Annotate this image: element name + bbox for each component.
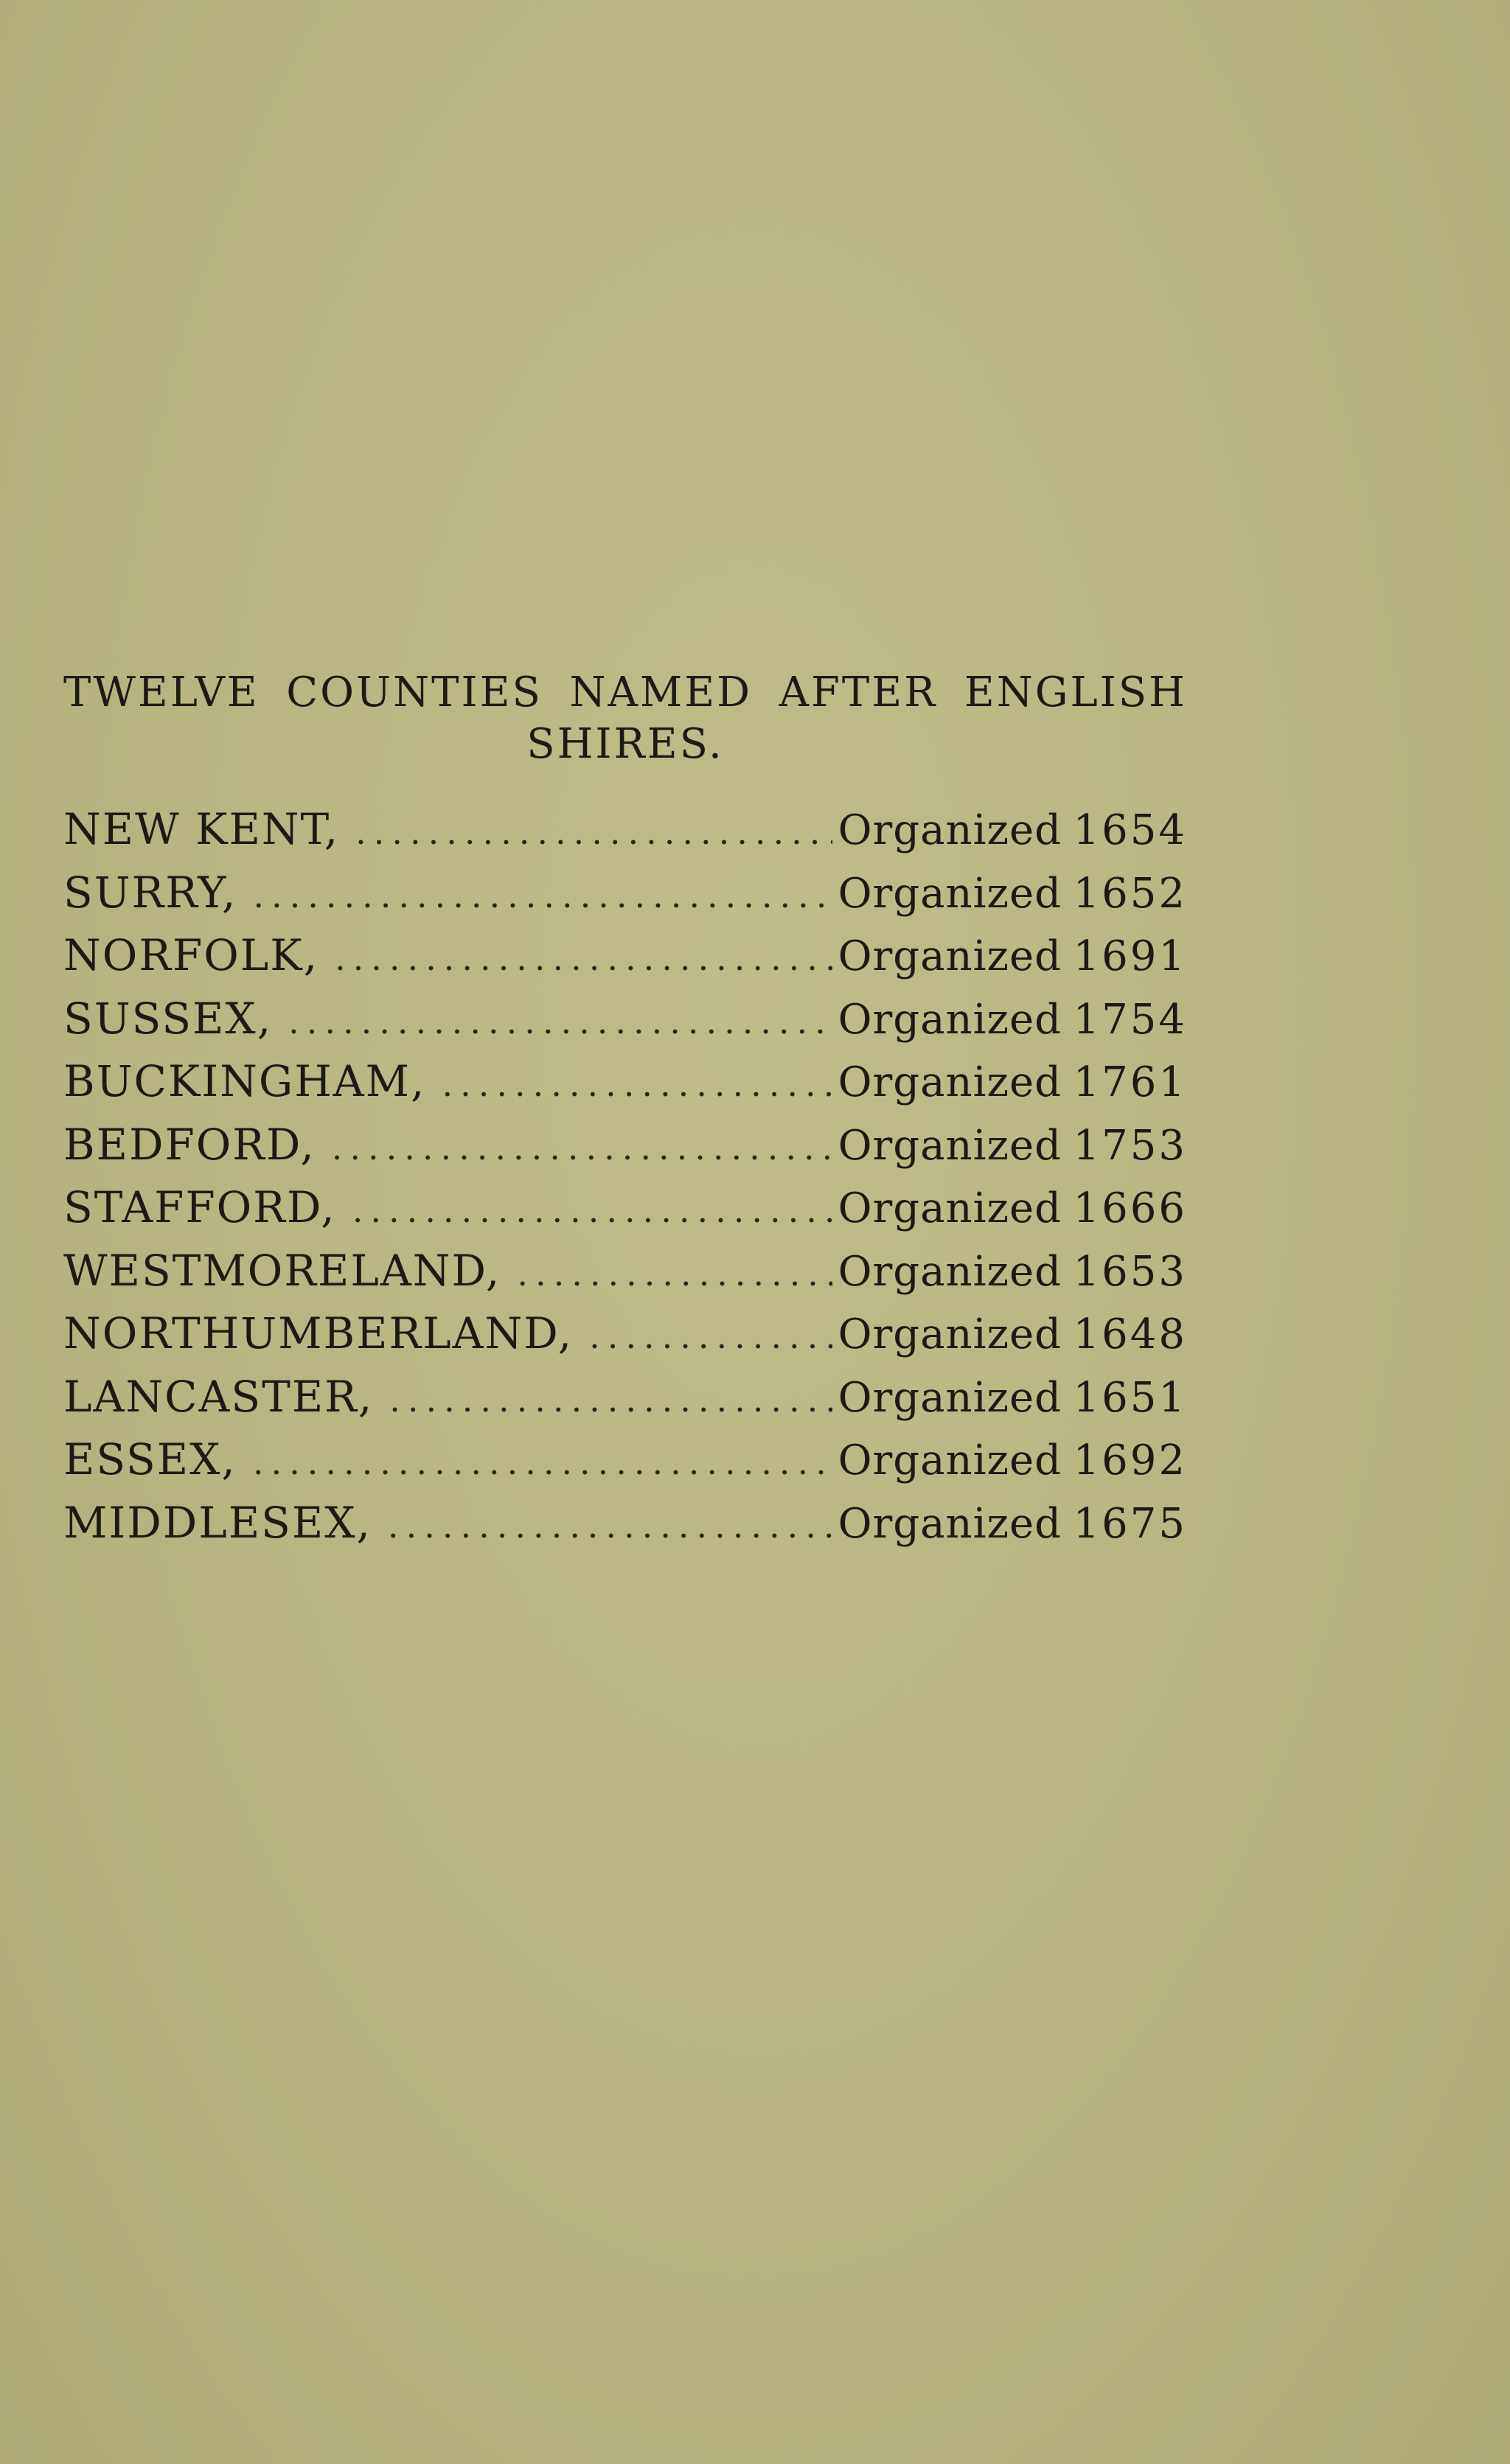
heading-line-1 — [63, 667, 1187, 719]
county-name: BEDFORD, — [63, 1119, 316, 1170]
county-row — [63, 868, 1187, 931]
county-status: Organized — [838, 806, 1062, 854]
heading-word: COUNTIES — [286, 669, 543, 716]
county-row — [63, 1434, 1187, 1498]
county-row — [63, 1498, 1187, 1561]
county-name: BUCKINGHAM, — [63, 1056, 426, 1106]
dot-leader — [442, 1064, 832, 1104]
dot-leader — [517, 1254, 832, 1294]
county-name: WESTMORELAND, — [63, 1245, 501, 1296]
county-row — [63, 1056, 1187, 1120]
county-year: 1654 — [1073, 806, 1187, 854]
county-row — [63, 1372, 1187, 1435]
county-year: 1761 — [1073, 1058, 1187, 1106]
county-year: 1666 — [1073, 1184, 1187, 1232]
dot-leader — [352, 1190, 832, 1230]
county-status: Organized — [838, 869, 1062, 918]
county-name: NEW KENT, — [63, 804, 340, 854]
dot-leader — [355, 812, 832, 852]
county-row — [63, 1120, 1187, 1183]
county-year: 1653 — [1073, 1247, 1187, 1296]
county-name: LANCASTER, — [63, 1371, 374, 1422]
county-status: Organized — [838, 1058, 1062, 1106]
county-status: Organized — [838, 1121, 1062, 1170]
dot-leader — [335, 938, 832, 978]
county-row — [63, 1182, 1187, 1246]
dot-leader — [388, 1506, 832, 1546]
heading-word: ENGLISH — [964, 669, 1187, 716]
dot-leader — [389, 1380, 832, 1420]
county-status: Organized — [838, 1373, 1062, 1422]
county-status: Organized — [838, 1310, 1062, 1358]
county-year: 1754 — [1073, 995, 1187, 1044]
county-name: NORTHUMBERLAND, — [63, 1308, 574, 1358]
county-name: ESSEX, — [63, 1434, 237, 1484]
dot-leader — [589, 1316, 832, 1356]
county-year: 1675 — [1073, 1499, 1187, 1548]
heading-word: AFTER — [779, 669, 938, 716]
county-list — [63, 804, 1187, 1560]
dot-leader — [288, 1002, 832, 1041]
county-name: NORFOLK, — [63, 930, 319, 980]
heading-word: TWELVE — [63, 669, 260, 716]
county-name: STAFFORD, — [63, 1182, 336, 1232]
county-status: Organized — [838, 1184, 1062, 1232]
dot-leader — [332, 1128, 832, 1168]
county-row — [63, 994, 1187, 1057]
county-row — [63, 804, 1187, 868]
county-name: MIDDLESEX, — [63, 1497, 372, 1548]
county-row — [63, 1308, 1187, 1372]
county-year: 1692 — [1073, 1437, 1187, 1484]
county-status: Organized — [838, 1247, 1062, 1296]
county-status: Organized — [838, 932, 1062, 980]
county-year: 1691 — [1073, 932, 1187, 980]
county-row — [63, 930, 1187, 994]
county-year: 1651 — [1073, 1373, 1187, 1422]
county-row — [63, 1246, 1187, 1309]
page-heading — [63, 667, 1187, 770]
county-status: Organized — [838, 995, 1062, 1044]
county-name: SURRY, — [63, 867, 237, 918]
county-status: Organized — [838, 1499, 1062, 1548]
county-year: 1753 — [1073, 1121, 1187, 1170]
county-status: Organized — [838, 1437, 1062, 1484]
county-year: 1648 — [1073, 1310, 1187, 1358]
dot-leader — [253, 1442, 832, 1482]
county-year: 1652 — [1073, 869, 1187, 918]
county-name: SUSSEX, — [63, 993, 273, 1044]
dot-leader — [253, 876, 832, 915]
heading-word: NAMED — [569, 669, 753, 716]
heading-line-2: SHIRES. — [526, 720, 724, 768]
